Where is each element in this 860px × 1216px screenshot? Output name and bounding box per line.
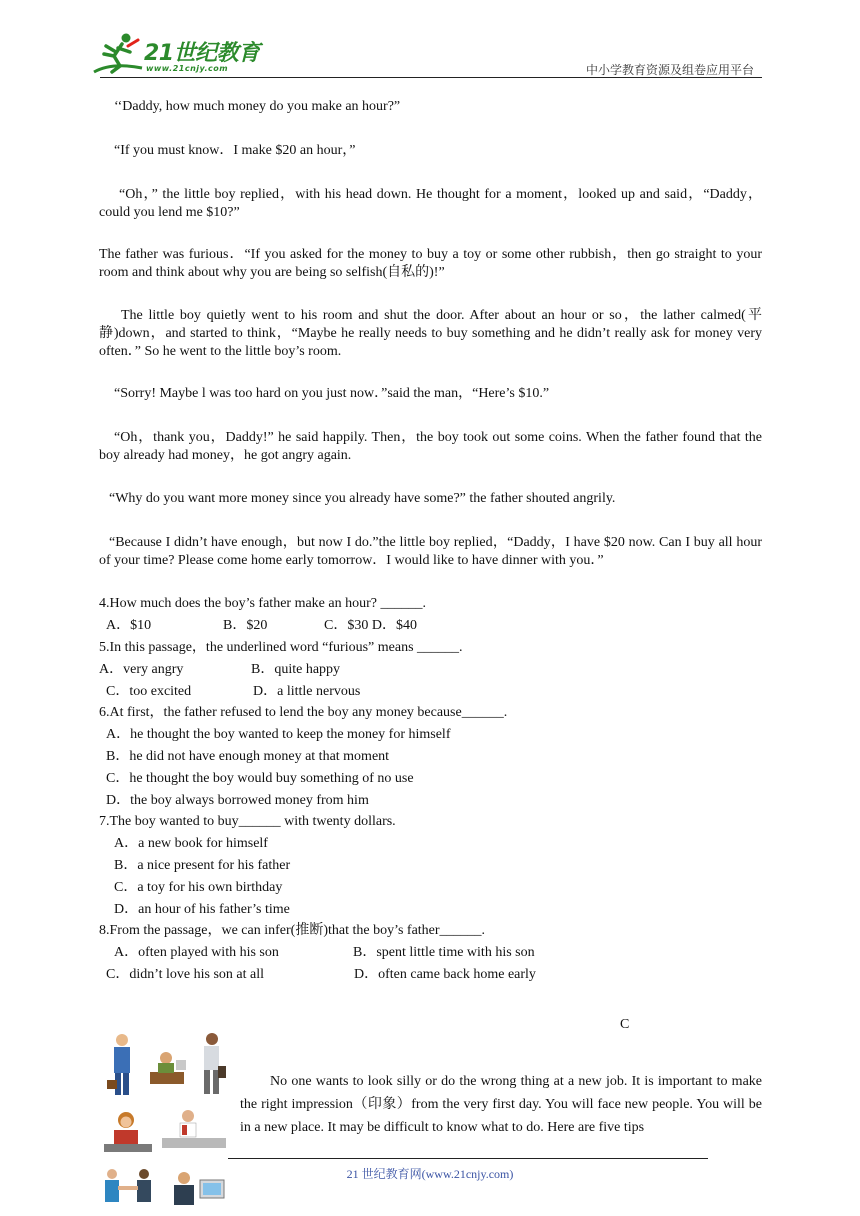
story-paragraph: “Sorry! Maybe l was too hard on you just now．”said the man，“Here’s $10.” <box>114 386 550 401</box>
story-paragraph: “Because I didn’t have enough，but now I do.”the little boy replied，“Daddy，I have $20 now. Can I buy all hour of your time? Please come home early tomorrow．I would like to have dinner with you．” <box>99 535 762 568</box>
header-divider <box>100 77 762 78</box>
option-b[interactable]: B．he did not have enough money at that moment <box>106 749 390 764</box>
option-c[interactable]: C．a toy for his own birthday <box>114 880 283 895</box>
businessman-figure <box>107 1034 130 1095</box>
option-b[interactable]: B．$20 <box>223 618 268 633</box>
footer-divider <box>228 1158 708 1159</box>
logo-url: www.21cnjy.com <box>146 64 229 73</box>
office-worker-figure <box>162 1110 226 1148</box>
question-4-stem: 4.How much does the boy’s father make an hour? ______. <box>99 596 426 611</box>
option-b[interactable]: B．quite happy <box>251 662 341 677</box>
option-a[interactable]: A．$10 <box>106 618 152 633</box>
option-a[interactable]: A．a new book for himself <box>114 836 268 851</box>
header-tagline: 中小学教育资源及组卷应用平台 <box>585 63 754 77</box>
option-c-d[interactable]: C．$30 D．$40 <box>324 618 417 633</box>
option-a[interactable]: A．very angry <box>99 662 184 677</box>
office-people-clipart <box>100 1030 234 1216</box>
option-b[interactable]: B．a nice present for his father <box>114 858 291 873</box>
option-a[interactable]: A．often played with his son <box>114 945 279 960</box>
option-a[interactable]: A．he thought the boy wanted to keep the money for himself <box>106 727 451 742</box>
story-paragraph: “Oh，” the little boy replied，with his head down. He thought for a moment，looked up and said，“Daddy，could you lend me $10?” <box>99 187 762 220</box>
option-c[interactable]: C．he thought the boy would buy something of no use <box>106 771 414 786</box>
section-c-paragraph <box>240 1070 762 1139</box>
option-d[interactable]: D．a little nervous <box>253 684 361 699</box>
story-paragraph: “Oh，thank you，Daddy!” he said happily. Then，the boy took out some coins. When the father found that the boy already had money，he got angry again. <box>99 430 762 463</box>
option-c[interactable]: C．didn’t love his son at all <box>106 967 265 982</box>
option-c[interactable]: C．too excited <box>106 684 192 699</box>
story-paragraph: “Why do you want more money since you already have some?” the father shouted angrily. <box>109 491 616 506</box>
option-d[interactable]: D．the boy always borrowed money from him <box>106 793 369 808</box>
desk-worker-figure <box>150 1052 186 1084</box>
question-7-stem: 7.The boy wanted to buy______ with twenty dollars. <box>99 814 396 829</box>
option-b[interactable]: B．spent little time with his son <box>353 945 535 960</box>
section-c-label: C <box>620 1017 630 1032</box>
option-d[interactable]: D．often came back home early <box>354 967 536 982</box>
logo-text: 21世纪教育 <box>144 41 260 66</box>
story-paragraph: The little boy quietly went to his room and shut the door. After about an hour or so，the lather calmed(平静)down，and started to think，“Maybe he really needs to buy something and he didn’t really ask for money very often．” So he went to the little boy’s room. <box>99 308 762 359</box>
question-6-stem: 6.At first，the father refused to lend the boy any money because______. <box>99 705 508 720</box>
question-5-stem: 5.In this passage，the underlined word “furious” means ______. <box>99 640 463 655</box>
runner-logo-icon <box>92 32 148 76</box>
site-logo[interactable] <box>92 32 262 80</box>
walking-man-figure <box>204 1033 226 1094</box>
woman-on-phone-figure <box>104 1112 152 1152</box>
option-d[interactable]: D．an hour of his father’s time <box>114 902 290 917</box>
story-paragraph: The father was furious．“If you asked for the money to buy a toy or some other rubbish，then go straight to your room and think about why you are being so selfish(自私的)!” <box>99 247 762 280</box>
story-paragraph: ‘‘Daddy, how much money do you make an hour?” <box>114 99 401 114</box>
section-c-text: No one wants to look silly or do the wrong thing at a new job. It is important to make the right impression（印象）from the very first day. You will face new people. You will be in a new place. It may be difficult to know what to do. Here are five tips <box>240 1074 762 1135</box>
page-footer[interactable]: 21 世纪教育网(www.21cnjy.com) <box>346 1167 514 1181</box>
question-8-stem: 8.From the passage，we can infer(推断)that the boy’s father______. <box>99 923 486 938</box>
page-header <box>0 0 860 80</box>
story-paragraph: “If you must know．I make $20 an hour，” <box>114 143 356 158</box>
